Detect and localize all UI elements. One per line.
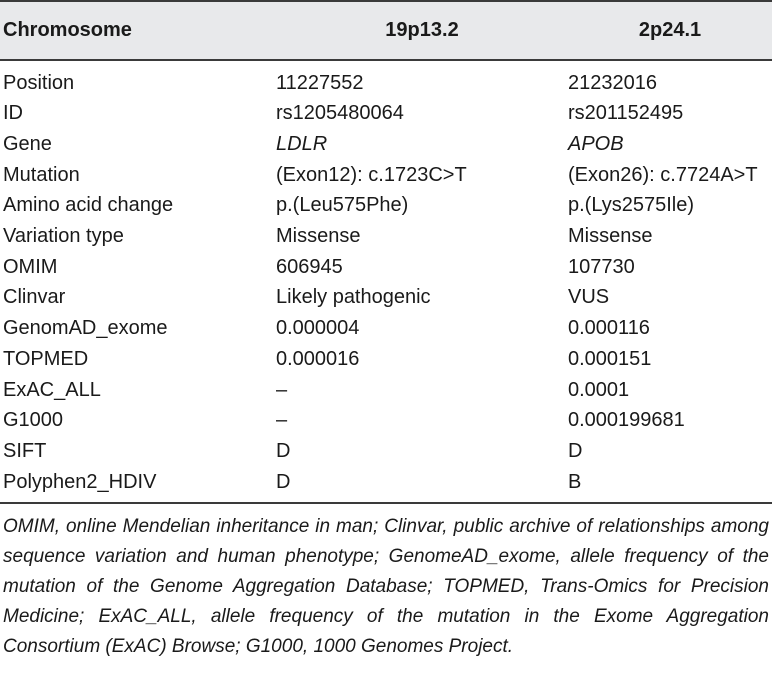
row-value-2p24-1: rs201152495 xyxy=(568,102,684,125)
row-value-2p24-1: APOB xyxy=(568,133,624,156)
table-bottom-rule xyxy=(0,502,772,504)
row-value-2p24-1: p.(Lys2575Ile) xyxy=(568,194,694,217)
row-label: G1000 xyxy=(3,409,64,432)
header-2p24-1: 2p24.1 xyxy=(638,18,702,41)
table-row xyxy=(0,344,772,375)
table-header-row xyxy=(0,0,772,60)
header-19p13-2: 19p13.2 xyxy=(385,18,459,41)
table-row xyxy=(0,436,772,467)
table-row xyxy=(0,405,772,436)
row-value-2p24-1: 21232016 xyxy=(568,72,657,94)
row-value-2p24-1: 107730 xyxy=(568,255,635,278)
table-row xyxy=(0,251,772,282)
row-value-19p13-2: 0.000004 xyxy=(276,317,360,340)
row-value-19p13-2: rs1205480064 xyxy=(276,102,404,125)
row-label: OMIM xyxy=(3,255,58,278)
table-row xyxy=(0,282,772,313)
table-footnote: OMIM, online Mendelian inheritance in man; Clinvar, public archive of relationships among sequence variation and human phenotype; GenomeAD_exome, allele frequency of the mutation of the Genome Aggregation Database; TOPMED, Trans-Omics for Precision Medicine; ExAC_ALL, allele frequency of the mutation in the Exome Aggregation Consortium (ExAC) Browse; G1000, 1000 Genomes Project. xyxy=(3,516,769,657)
row-label: Gene xyxy=(3,133,52,156)
row-value-19p13-2: Missense xyxy=(276,225,361,248)
header-chromosome: Chromosome xyxy=(3,18,132,41)
row-label: TOPMED xyxy=(3,347,89,370)
row-label: Position xyxy=(3,72,75,94)
row-value-19p13-2: Likely pathogenic xyxy=(276,286,431,309)
row-value-2p24-1: D xyxy=(568,439,583,462)
row-label: Clinvar xyxy=(3,286,66,309)
table-row xyxy=(0,129,772,160)
table-row xyxy=(0,466,772,497)
row-value-2p24-1: 0.0001 xyxy=(568,378,630,401)
table-row xyxy=(0,374,772,405)
row-value-19p13-2: (Exon12): c.1723C>T xyxy=(276,163,467,186)
row-label: Variation type xyxy=(3,225,124,248)
table-row xyxy=(0,159,772,190)
row-label: GenomAD_exome xyxy=(3,317,168,340)
row-value-19p13-2: – xyxy=(276,378,288,401)
row-value-19p13-2: 0.000016 xyxy=(276,347,360,370)
table-row xyxy=(0,98,772,129)
row-label: Amino acid change xyxy=(3,194,174,217)
table-row xyxy=(0,60,772,98)
row-label: Polyphen2_HDIV xyxy=(3,470,157,493)
row-value-2p24-1: VUS xyxy=(568,286,610,309)
table-row xyxy=(0,313,772,344)
row-value-2p24-1: 0.000116 xyxy=(568,317,650,340)
row-value-19p13-2: D xyxy=(276,439,291,462)
row-value-19p13-2: 606945 xyxy=(276,255,343,278)
row-label: ID xyxy=(3,102,23,125)
row-value-19p13-2: – xyxy=(276,409,288,432)
table-row xyxy=(0,190,772,221)
row-label: ExAC_ALL xyxy=(3,378,101,401)
row-label: Mutation xyxy=(3,163,80,186)
row-value-2p24-1: Missense xyxy=(568,225,653,248)
row-value-19p13-2: LDLR xyxy=(276,133,328,156)
row-value-2p24-1: B xyxy=(568,470,582,493)
row-label: SIFT xyxy=(3,439,47,462)
row-value-19p13-2: p.(Leu575Phe) xyxy=(276,194,409,217)
row-value-19p13-2: 11227552 xyxy=(276,72,364,94)
row-value-19p13-2: D xyxy=(276,470,291,493)
row-value-2p24-1: 0.000199681 xyxy=(568,409,685,432)
table-row xyxy=(0,221,772,252)
row-value-2p24-1: (Exon26): c.7724A>T xyxy=(568,163,758,186)
row-value-2p24-1: 0.000151 xyxy=(568,347,652,370)
